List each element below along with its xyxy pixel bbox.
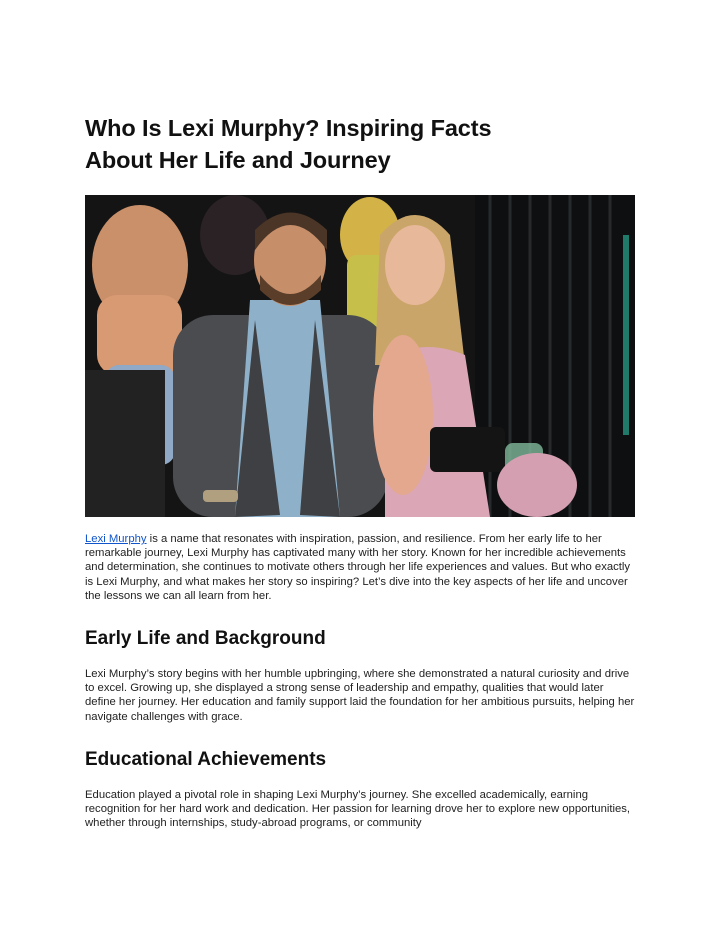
intro-paragraph (85, 532, 637, 603)
title-line-2: About Her Life and Journey (85, 147, 391, 173)
article-photo (85, 195, 635, 517)
early-life-paragraph: Lexi Murphy’s story begins with her humble upbringing, where she demonstrated a natural curiosity and drive to excel. Growing up, she displayed a strong sense of leadership and empathy, qualities that would later define her journey. Her education and family support laid the foundation for her ambitious pursuits, helping her navigate challenges with grace. (85, 668, 635, 723)
intro-text: is a name that resonates with inspiration, passion, and resilience. From her early life to her remarkable journey, Lexi Murphy has captivated many with her story. Known for her incredible achievements and determination, she continues to motivate others through her life experiences and values. But who exactly is Lexi Murphy, and what makes her story so inspiring? Let’s dive into the key aspects of her life and uncover the lessons we can all learn from her. (85, 533, 631, 602)
article (85, 112, 637, 830)
article-title (85, 112, 637, 176)
education-paragraph: Education played a pivotal role in shaping Lexi Murphy’s journey. She excelled academically, earning recognition for her hard work and dedication. Her passion for learning drove her to explore new opportunities, whether through internships, study-abroad programs, or community (85, 788, 631, 830)
lexi-murphy-link[interactable]: Lexi Murphy (85, 533, 147, 545)
section-heading-early-life: Early Life and Background (85, 628, 326, 650)
section-heading-education: Educational Achievements (85, 748, 327, 770)
title-line-1: Who Is Lexi Murphy? Inspiring Facts (85, 115, 492, 141)
photo-illustration (85, 195, 635, 517)
